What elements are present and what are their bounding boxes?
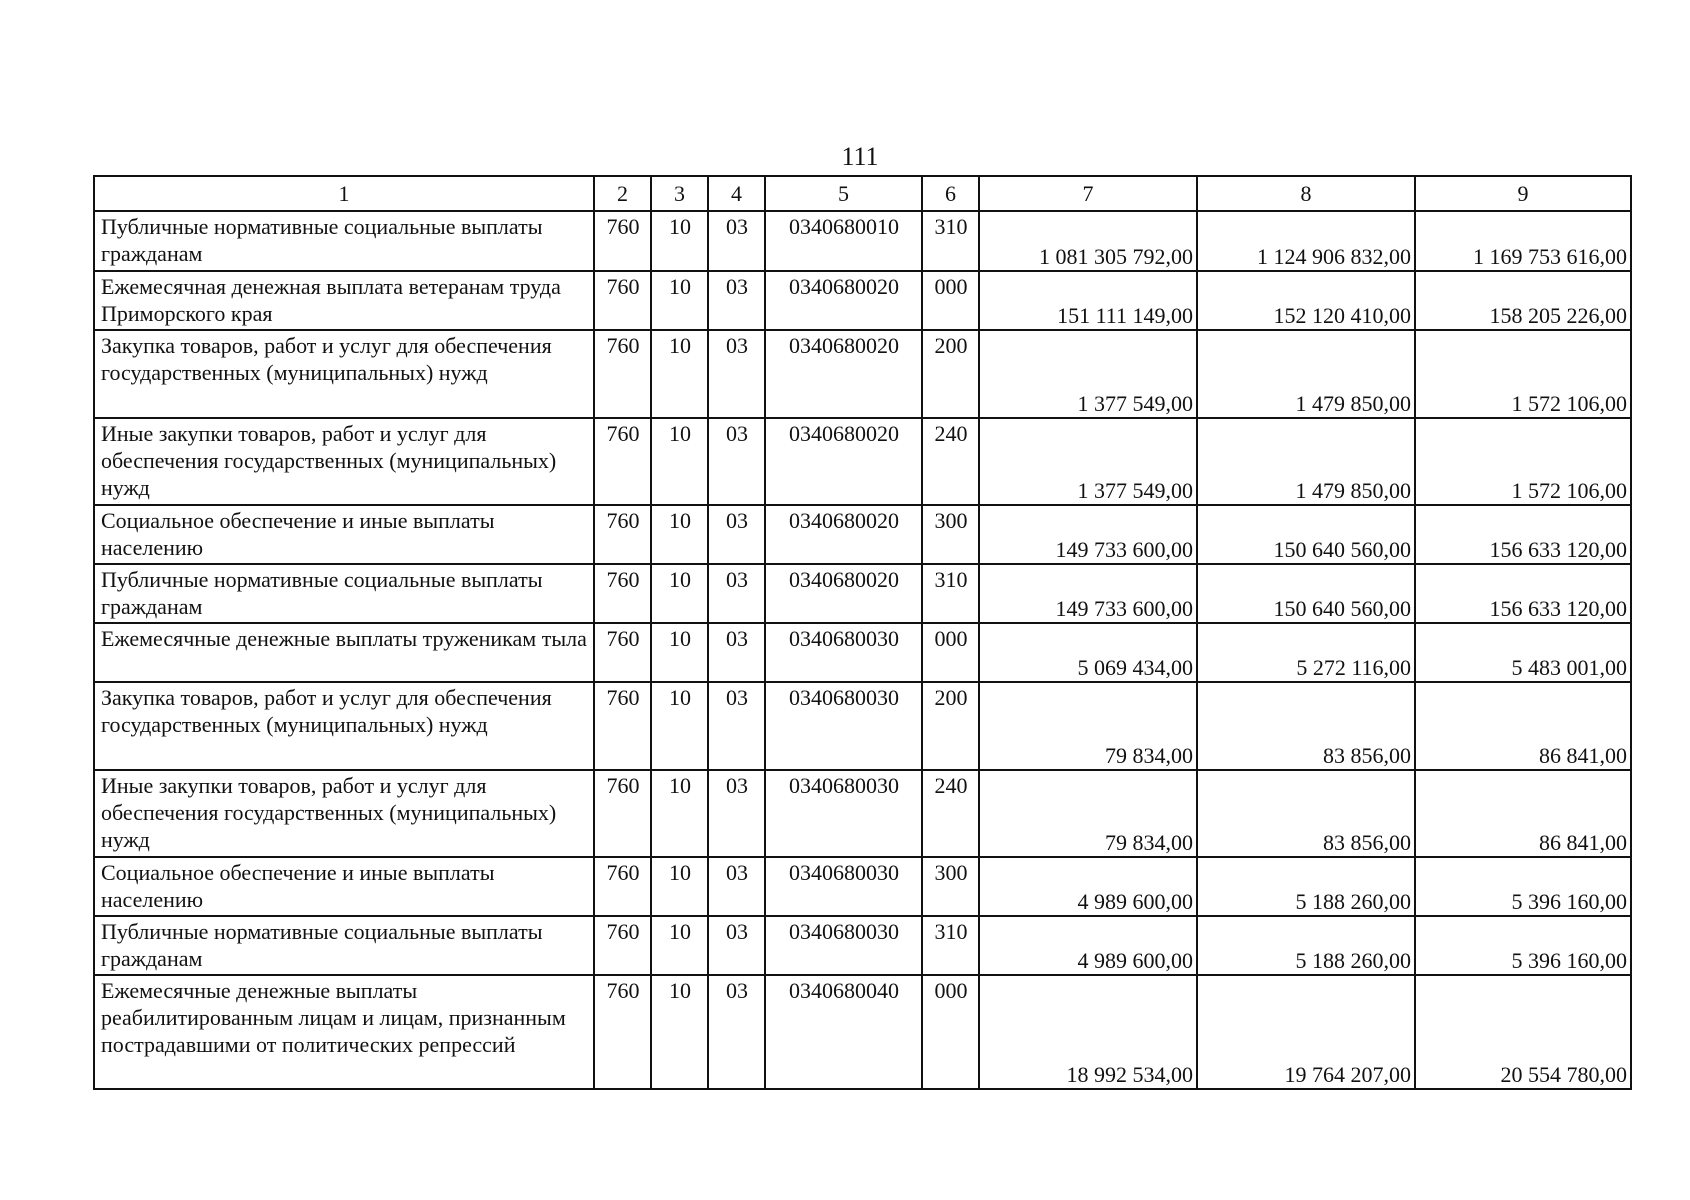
column-header: 7 bbox=[979, 176, 1197, 211]
page-number: 111 bbox=[841, 142, 879, 171]
amount-col-8: 5 188 260,00 bbox=[1197, 857, 1415, 916]
expense-type-code: 300 bbox=[922, 505, 979, 564]
row-description: Публичные нормативные социальные выплаты гражданам bbox=[94, 211, 594, 271]
ministry-code: 760 bbox=[594, 271, 651, 330]
amount-col-7: 5 069 434,00 bbox=[979, 623, 1197, 682]
target-article-code: 0340680030 bbox=[765, 916, 922, 975]
column-header: 2 bbox=[594, 176, 651, 211]
column-header: 8 bbox=[1197, 176, 1415, 211]
target-article-code: 0340680020 bbox=[765, 330, 922, 418]
subsection-code: 03 bbox=[708, 975, 765, 1089]
expense-type-code: 000 bbox=[922, 975, 979, 1089]
table-row bbox=[94, 682, 1631, 770]
table-row bbox=[94, 975, 1631, 1089]
section-code: 10 bbox=[651, 623, 708, 682]
amount-col-9: 86 841,00 bbox=[1415, 770, 1631, 857]
row-description: Публичные нормативные социальные выплаты гражданам bbox=[94, 564, 594, 623]
target-article-code: 0340680020 bbox=[765, 418, 922, 505]
table-row bbox=[94, 271, 1631, 330]
section-code: 10 bbox=[651, 330, 708, 418]
amount-col-7: 1 081 305 792,00 bbox=[979, 211, 1197, 271]
subsection-code: 03 bbox=[708, 857, 765, 916]
amount-col-9: 1 169 753 616,00 bbox=[1415, 211, 1631, 271]
table-row bbox=[94, 623, 1631, 682]
subsection-code: 03 bbox=[708, 418, 765, 505]
table-row bbox=[94, 564, 1631, 623]
amount-col-8: 152 120 410,00 bbox=[1197, 271, 1415, 330]
section-code: 10 bbox=[651, 916, 708, 975]
target-article-code: 0340680030 bbox=[765, 770, 922, 857]
table-row bbox=[94, 211, 1631, 271]
ministry-code: 760 bbox=[594, 682, 651, 770]
section-code: 10 bbox=[651, 682, 708, 770]
amount-col-8: 1 479 850,00 bbox=[1197, 330, 1415, 418]
subsection-code: 03 bbox=[708, 682, 765, 770]
target-article-code: 0340680030 bbox=[765, 682, 922, 770]
column-header: 6 bbox=[922, 176, 979, 211]
amount-col-7: 18 992 534,00 bbox=[979, 975, 1197, 1089]
amount-col-7: 4 989 600,00 bbox=[979, 916, 1197, 975]
amount-col-7: 149 733 600,00 bbox=[979, 564, 1197, 623]
amount-col-9: 1 572 106,00 bbox=[1415, 330, 1631, 418]
amount-col-9: 158 205 226,00 bbox=[1415, 271, 1631, 330]
column-header: 3 bbox=[651, 176, 708, 211]
column-header: 9 bbox=[1415, 176, 1631, 211]
amount-col-9: 5 396 160,00 bbox=[1415, 916, 1631, 975]
table-row bbox=[94, 418, 1631, 505]
section-code: 10 bbox=[651, 770, 708, 857]
ministry-code: 760 bbox=[594, 418, 651, 505]
amount-col-8: 150 640 560,00 bbox=[1197, 505, 1415, 564]
section-code: 10 bbox=[651, 857, 708, 916]
ministry-code: 760 bbox=[594, 330, 651, 418]
amount-col-7: 1 377 549,00 bbox=[979, 330, 1197, 418]
column-header: 5 bbox=[765, 176, 922, 211]
target-article-code: 0340680010 bbox=[765, 211, 922, 271]
amount-col-9: 86 841,00 bbox=[1415, 682, 1631, 770]
ministry-code: 760 bbox=[594, 916, 651, 975]
amount-col-9: 5 483 001,00 bbox=[1415, 623, 1631, 682]
amount-col-9: 156 633 120,00 bbox=[1415, 505, 1631, 564]
expense-type-code: 000 bbox=[922, 623, 979, 682]
amount-col-9: 5 396 160,00 bbox=[1415, 857, 1631, 916]
row-description: Закупка товаров, работ и услуг для обеспечения государственных (муниципальных) нужд bbox=[94, 682, 594, 770]
table-row bbox=[94, 857, 1631, 916]
subsection-code: 03 bbox=[708, 770, 765, 857]
target-article-code: 0340680040 bbox=[765, 975, 922, 1089]
ministry-code: 760 bbox=[594, 857, 651, 916]
table-row bbox=[94, 916, 1631, 975]
subsection-code: 03 bbox=[708, 330, 765, 418]
amount-col-8: 83 856,00 bbox=[1197, 682, 1415, 770]
amount-col-7: 149 733 600,00 bbox=[979, 505, 1197, 564]
section-code: 10 bbox=[651, 505, 708, 564]
row-description: Ежемесячная денежная выплата ветеранам труда Приморского края bbox=[94, 271, 594, 330]
expense-type-code: 240 bbox=[922, 770, 979, 857]
target-article-code: 0340680030 bbox=[765, 623, 922, 682]
amount-col-7: 79 834,00 bbox=[979, 682, 1197, 770]
expense-type-code: 310 bbox=[922, 211, 979, 271]
section-code: 10 bbox=[651, 975, 708, 1089]
amount-col-7: 151 111 149,00 bbox=[979, 271, 1197, 330]
row-description: Социальное обеспечение и иные выплаты населению bbox=[94, 505, 594, 564]
table-row bbox=[94, 505, 1631, 564]
ministry-code: 760 bbox=[594, 505, 651, 564]
target-article-code: 0340680020 bbox=[765, 505, 922, 564]
amount-col-8: 5 272 116,00 bbox=[1197, 623, 1415, 682]
amount-col-7: 4 989 600,00 bbox=[979, 857, 1197, 916]
amount-col-8: 5 188 260,00 bbox=[1197, 916, 1415, 975]
amount-col-9: 1 572 106,00 bbox=[1415, 418, 1631, 505]
amount-col-8: 1 124 906 832,00 bbox=[1197, 211, 1415, 271]
ministry-code: 760 bbox=[594, 211, 651, 271]
column-header: 4 bbox=[708, 176, 765, 211]
table-row bbox=[94, 770, 1631, 857]
amount-col-8: 19 764 207,00 bbox=[1197, 975, 1415, 1089]
section-code: 10 bbox=[651, 271, 708, 330]
amount-col-8: 150 640 560,00 bbox=[1197, 564, 1415, 623]
row-description: Иные закупки товаров, работ и услуг для обеспечения государственных (муниципальных) нужд bbox=[94, 418, 594, 505]
subsection-code: 03 bbox=[708, 505, 765, 564]
expense-type-code: 300 bbox=[922, 857, 979, 916]
ministry-code: 760 bbox=[594, 564, 651, 623]
subsection-code: 03 bbox=[708, 211, 765, 271]
subsection-code: 03 bbox=[708, 271, 765, 330]
subsection-code: 03 bbox=[708, 623, 765, 682]
section-code: 10 bbox=[651, 418, 708, 505]
amount-col-9: 20 554 780,00 bbox=[1415, 975, 1631, 1089]
target-article-code: 0340680030 bbox=[765, 857, 922, 916]
target-article-code: 0340680020 bbox=[765, 271, 922, 330]
row-description: Ежемесячные денежные выплаты труженикам тыла bbox=[94, 623, 594, 682]
expense-type-code: 000 bbox=[922, 271, 979, 330]
row-description: Закупка товаров, работ и услуг для обеспечения государственных (муниципальных) нужд bbox=[94, 330, 594, 418]
amount-col-7: 1 377 549,00 bbox=[979, 418, 1197, 505]
budget-table bbox=[93, 175, 1632, 1090]
target-article-code: 0340680020 bbox=[765, 564, 922, 623]
expense-type-code: 240 bbox=[922, 418, 979, 505]
ministry-code: 760 bbox=[594, 623, 651, 682]
subsection-code: 03 bbox=[708, 916, 765, 975]
section-code: 10 bbox=[651, 211, 708, 271]
expense-type-code: 200 bbox=[922, 330, 979, 418]
subsection-code: 03 bbox=[708, 564, 765, 623]
amount-col-9: 156 633 120,00 bbox=[1415, 564, 1631, 623]
row-description: Публичные нормативные социальные выплаты гражданам bbox=[94, 916, 594, 975]
expense-type-code: 200 bbox=[922, 682, 979, 770]
column-number-row bbox=[94, 176, 1631, 211]
amount-col-7: 79 834,00 bbox=[979, 770, 1197, 857]
amount-col-8: 83 856,00 bbox=[1197, 770, 1415, 857]
expense-type-code: 310 bbox=[922, 916, 979, 975]
ministry-code: 760 bbox=[594, 975, 651, 1089]
amount-col-8: 1 479 850,00 bbox=[1197, 418, 1415, 505]
column-header: 1 bbox=[94, 176, 594, 211]
section-code: 10 bbox=[651, 564, 708, 623]
row-description: Ежемесячные денежные выплаты реабилитированным лицам и лицам, признанным пострадавшими от политических репрессий bbox=[94, 975, 594, 1089]
ministry-code: 760 bbox=[594, 770, 651, 857]
table-row bbox=[94, 330, 1631, 418]
row-description: Социальное обеспечение и иные выплаты населению bbox=[94, 857, 594, 916]
expense-type-code: 310 bbox=[922, 564, 979, 623]
row-description: Иные закупки товаров, работ и услуг для обеспечения государственных (муниципальных) нужд bbox=[94, 770, 594, 857]
